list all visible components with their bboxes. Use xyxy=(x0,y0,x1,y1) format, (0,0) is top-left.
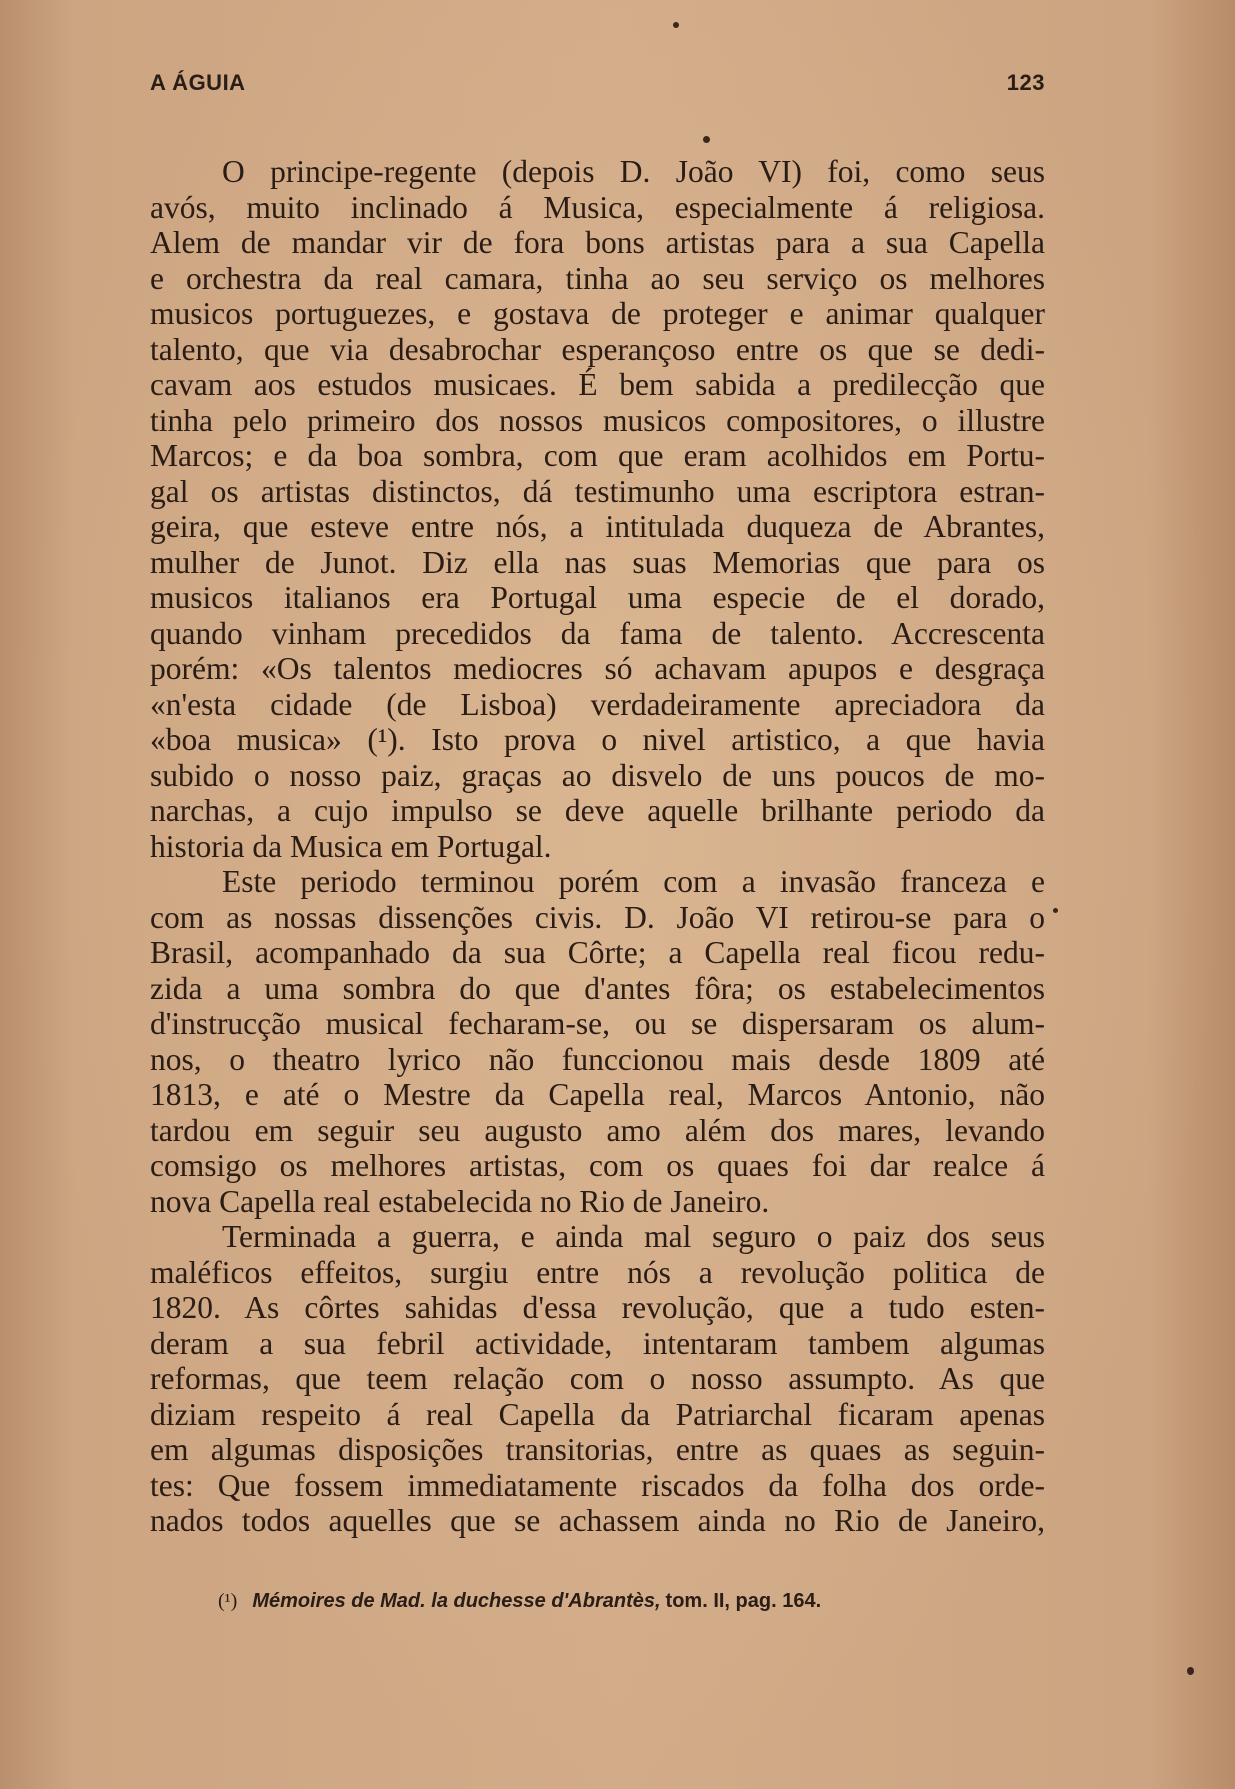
text-line: «boa musica» (¹). Isto prova o nivel artistico, a que havia xyxy=(150,722,1045,757)
text-line: nados todos aquelles que se achassem ainda no Rio de Janeiro, xyxy=(150,1503,1045,1538)
text-line: musicos italianos era Portugal uma especie de el dorado, xyxy=(150,580,1045,615)
text-line: musicos portuguezes, e gostava de proteger e animar qualquer xyxy=(150,296,1045,331)
text-line: avós, muito inclinado á Musica, especialmente á religiosa. xyxy=(150,189,1045,225)
text-line: tinha pelo primeiro dos nossos musicos compositores, o illustre xyxy=(150,402,1045,438)
text-line: mulher de Junot. Diz ella nas suas Memorias que para os xyxy=(150,544,1045,580)
text-line: gal os artistas distinctos, dá testimunho uma escriptora estran- xyxy=(150,473,1045,509)
text-line: com as nossas dissenções civis. D. João VI retirou-se para o xyxy=(150,899,1045,935)
text-line: narchas, a cujo impulso se deve aquelle brilhante periodo da xyxy=(150,793,1045,828)
text-line: «n'esta cidade (de Lisboa) verdadeiramente apreciadora da xyxy=(150,686,1045,722)
text-line: porém: «Os talentos mediocres só achavam apupos e desgraça xyxy=(150,651,1045,686)
running-head: A ÁGUIA xyxy=(150,70,246,95)
text-line: tes: Que fossem immediatamente riscados da folha dos orde- xyxy=(150,1467,1045,1503)
footnote-title: Mémoires de Mad. la duchesse d'Abrantès, xyxy=(252,1590,661,1612)
text-line: Terminada a guerra, e ainda mal seguro o paiz dos seus xyxy=(222,1219,1045,1254)
text-line: O principe-regente (depois D. João VI) foi, como seus xyxy=(222,154,1045,189)
text-line: reformas, que teem relação com o nosso assumpto. As que xyxy=(150,1361,1045,1396)
text-line: Marcos; e da boa sombra, com que eram acolhidos em Portu- xyxy=(150,438,1045,473)
text-line: Brasil, acompanhado da sua Côrte; a Capella real ficou redu- xyxy=(150,935,1045,970)
paper-speck xyxy=(1187,1667,1194,1675)
text-line: em algumas disposições transitorias, entre as quaes as seguin- xyxy=(150,1432,1045,1467)
text-line: diziam respeito á real Capella da Patriarchal ficaram apenas xyxy=(150,1396,1045,1432)
text-line: quando vinham precedidos da fama de talento. Accrescenta xyxy=(150,615,1045,651)
text-line: tardou em seguir seu augusto amo além dos mares, levando xyxy=(150,1112,1045,1148)
page-number: 123 xyxy=(1006,70,1045,95)
text-line: nos, o theatro lyrico não funccionou mais desde 1809 até xyxy=(150,1041,1045,1077)
text-line: deram a sua febril actividade, intentaram tambem algumas xyxy=(150,1325,1045,1361)
text-line: Alem de mandar vir de fora bons artistas para a sua Capella xyxy=(150,225,1045,260)
text-line: cavam aos estudos musicaes. É bem sabida a predilecção que xyxy=(150,367,1045,402)
text-line: Este periodo terminou porém com a invasão franceza e xyxy=(222,864,1045,899)
text-line: historia da Musica em Portugal. xyxy=(150,828,552,864)
text-line: 1813, e até o Mestre da Capella real, Marcos Antonio, não xyxy=(150,1077,1045,1112)
text-line: 1820. As côrtes sahidas d'essa revolução, que a tudo esten- xyxy=(150,1290,1045,1325)
text-line: d'instrucção musical fecharam-se, ou se dispersaram os alum- xyxy=(150,1006,1045,1041)
body-text xyxy=(150,154,1045,1539)
text-line: comsigo os melhores artistas, com os quaes foi dar realce á xyxy=(150,1148,1045,1183)
footnote xyxy=(218,1588,978,1614)
paper-speck xyxy=(673,22,679,28)
paper-speck xyxy=(703,136,710,143)
paper-speck xyxy=(1053,908,1058,913)
text-line: zida a uma sombra do que d'antes fôra; os estabelecimentos xyxy=(150,970,1045,1006)
text-line: talento, que via desabrochar esperançoso entre os que se dedi- xyxy=(150,331,1045,367)
text-line: nova Capella real estabelecida no Rio de Janeiro. xyxy=(150,1183,770,1219)
text-line: e orchestra da real camara, tinha ao seu serviço os melhores xyxy=(150,260,1045,296)
text-line: geira, que esteve entre nós, a intitulada duqueza de Abrantes, xyxy=(150,509,1045,544)
text-line: maléficos effeitos, surgiu entre nós a revolução politica de xyxy=(150,1254,1045,1290)
text-line: subido o nosso paiz, graças ao disvelo de uns poucos de mo- xyxy=(150,757,1045,793)
footnote-reference: tom. II, pag. 164. xyxy=(665,1590,822,1612)
page-header xyxy=(150,70,1045,104)
footnote-marker: (¹) xyxy=(218,1590,238,1612)
